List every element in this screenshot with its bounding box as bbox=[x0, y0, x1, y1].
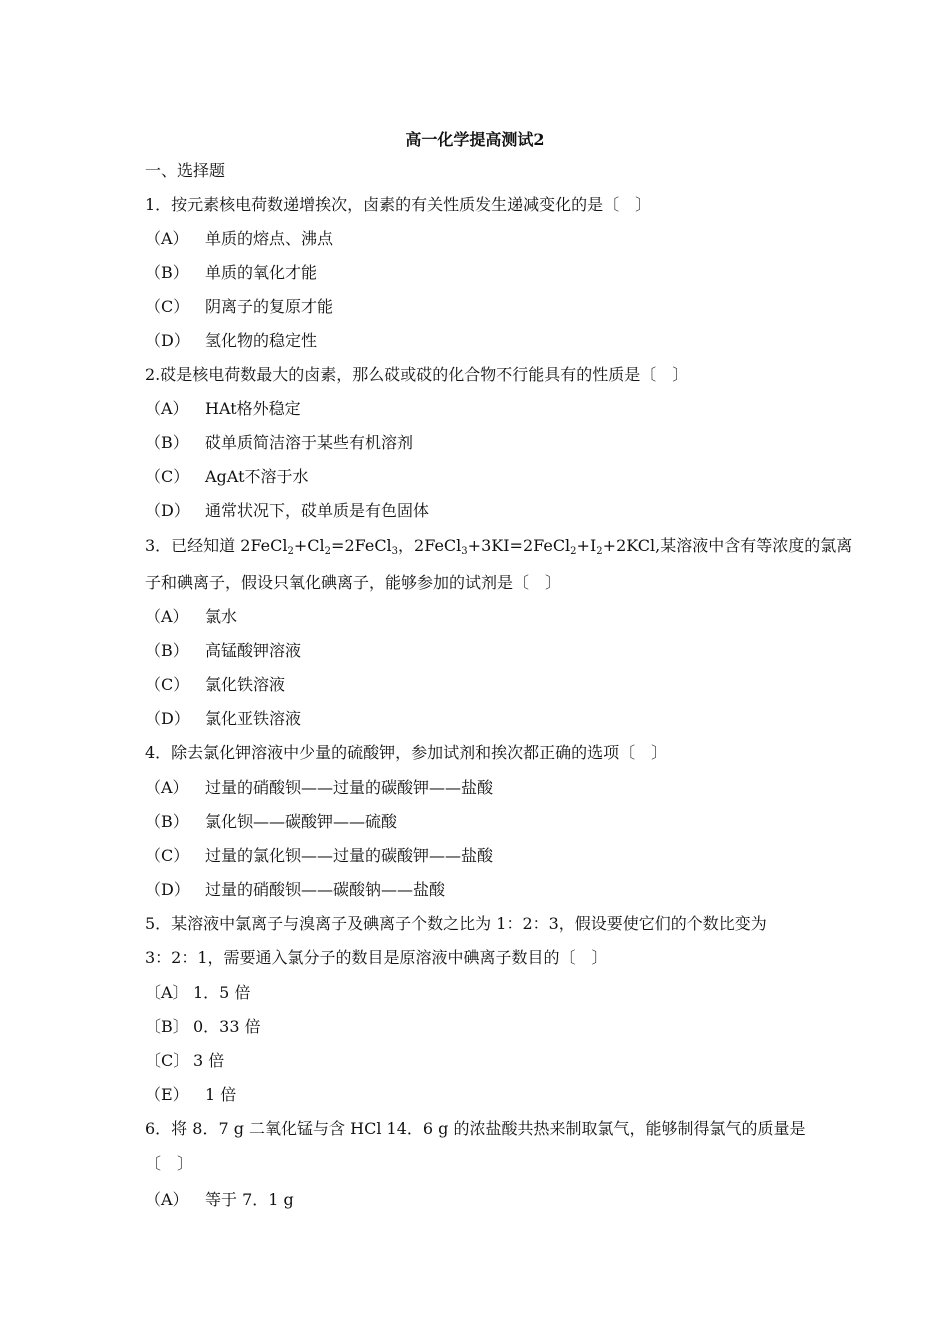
question-2-option-b bbox=[145, 433, 413, 453]
option-text: 1 倍 bbox=[205, 1085, 237, 1104]
question-3-stem-continued: 子和碘离子，假设只氧化碘离子，能够参加的试剂是〔 〕 bbox=[145, 573, 562, 592]
option-label: 〔A〕 bbox=[145, 983, 189, 1002]
option-text: 氯化钡——碳酸钾——硫酸 bbox=[205, 812, 398, 831]
option-text: 单质的熔点、沸点 bbox=[205, 229, 334, 248]
question-6-option-a bbox=[145, 1190, 294, 1210]
question-5-option-c bbox=[145, 1051, 224, 1071]
option-label: （D） bbox=[145, 880, 190, 899]
question-3-option-a bbox=[145, 607, 237, 627]
option-text: 氢化物的稳定性 bbox=[205, 331, 318, 350]
subscript: 3 bbox=[461, 546, 468, 557]
subscript: 2 bbox=[324, 546, 332, 557]
question-1-option-d bbox=[145, 331, 317, 351]
option-label: 〔C〕 bbox=[145, 1051, 190, 1070]
question-5-stem-continued: 3：2：1，需要通入氯分子的数目是原溶液中碘离子数目的〔 〕 bbox=[145, 948, 608, 967]
stem-text: 3．已经知道 2FeCl bbox=[145, 536, 288, 555]
option-text: 过量的硝酸钡——过量的碳酸钾——盐酸 bbox=[205, 778, 494, 797]
question-1-option-b bbox=[145, 263, 317, 283]
question-4-option-b bbox=[145, 812, 397, 832]
option-text: 氯化亚铁溶液 bbox=[205, 709, 302, 728]
option-text: AgAt不溶于水 bbox=[205, 467, 309, 486]
option-label: （C） bbox=[145, 297, 190, 316]
option-label: （D） bbox=[145, 709, 190, 728]
option-label: （B） bbox=[145, 641, 189, 660]
question-5-option-e bbox=[145, 1085, 236, 1105]
stem-text: +I bbox=[576, 536, 597, 555]
option-text: 过量的氯化钡——过量的碳酸钾——盐酸 bbox=[205, 846, 494, 865]
option-label: （B） bbox=[145, 433, 189, 452]
question-4-option-a bbox=[145, 778, 493, 798]
option-text: 等于 7．1 g bbox=[205, 1190, 294, 1209]
question-4-option-c bbox=[145, 846, 493, 866]
question-3-option-b bbox=[145, 641, 301, 661]
stem-text: =2FeCl bbox=[331, 536, 392, 555]
option-text: 通常状况下，砹单质是有色固体 bbox=[205, 501, 430, 520]
option-text: 高锰酸钾溶液 bbox=[205, 641, 302, 660]
page-title: 高一化学提高测试2 bbox=[405, 130, 545, 149]
option-text: HAt格外稳定 bbox=[205, 399, 301, 418]
option-text: 1．5 倍 bbox=[193, 983, 251, 1002]
option-label: （B） bbox=[145, 812, 189, 831]
option-label: （D） bbox=[145, 501, 190, 520]
question-1-stem: 1．按元素核电荷数递增挨次，卤素的有关性质发生递减变化的是〔 〕 bbox=[145, 195, 652, 214]
question-3-stem bbox=[145, 536, 852, 562]
stem-text: +2KCl,某溶液中含有等浓度的氯离 bbox=[602, 536, 853, 555]
option-label: 〔B〕 bbox=[145, 1017, 189, 1036]
question-4-option-d bbox=[145, 880, 445, 900]
question-5-option-a bbox=[145, 983, 250, 1003]
option-label: （D） bbox=[145, 331, 190, 350]
question-6-stem-continued: 〔 〕 bbox=[145, 1154, 194, 1173]
question-2-option-c bbox=[145, 467, 309, 487]
option-label: （A） bbox=[145, 1190, 189, 1209]
question-2-stem: 2.砹是核电荷数最大的卤素，那么砹或砹的化合物不行能具有的性质是〔 〕 bbox=[145, 365, 689, 384]
stem-text: ，2FeCl bbox=[398, 536, 462, 555]
subscript: 3 bbox=[391, 546, 399, 557]
subscript: 2 bbox=[287, 546, 294, 557]
option-label: （A） bbox=[145, 607, 189, 626]
option-label: （C） bbox=[145, 467, 190, 486]
question-3-option-c bbox=[145, 675, 285, 695]
option-label: （C） bbox=[145, 675, 190, 694]
question-2-option-a bbox=[145, 399, 301, 419]
option-text: 砹单质简洁溶于某些有机溶剂 bbox=[205, 433, 414, 452]
option-text: 氯水 bbox=[205, 607, 238, 626]
option-text: 0．33 倍 bbox=[193, 1017, 261, 1036]
option-text: 3 倍 bbox=[193, 1051, 225, 1070]
option-label: （A） bbox=[145, 229, 189, 248]
option-text: 过量的硝酸钡——碳酸钠——盐酸 bbox=[205, 880, 446, 899]
subscript: 2 bbox=[596, 546, 603, 557]
option-label: （A） bbox=[145, 399, 189, 418]
stem-text: +Cl bbox=[293, 536, 325, 555]
question-2-option-d bbox=[145, 501, 429, 521]
question-5-stem: 5．某溶液中氯离子与溴离子及碘离子个数之比为 1：2：3，假设要使它们的个数比变为 bbox=[145, 914, 767, 933]
option-label: （C） bbox=[145, 846, 190, 865]
subscript: 2 bbox=[570, 546, 577, 557]
option-label: （B） bbox=[145, 263, 189, 282]
section-heading: 一、选择题 bbox=[145, 161, 226, 180]
question-6-stem: 6．将 8．7 g 二氧化锰与含 HCl 14．6 g 的浓盐酸共热来制取氯气，能够制得氯气的质量是 bbox=[145, 1119, 806, 1138]
question-1-option-c bbox=[145, 297, 333, 317]
question-3-option-d bbox=[145, 709, 301, 729]
question-4-stem: 4．除去氯化钾溶液中少量的硫酸钾，参加试剂和挨次都正确的选项〔 〕 bbox=[145, 743, 668, 762]
question-5-option-b bbox=[145, 1017, 261, 1037]
option-text: 单质的氧化才能 bbox=[205, 263, 318, 282]
option-label: （E） bbox=[145, 1085, 189, 1104]
option-label: （A） bbox=[145, 778, 189, 797]
question-1-option-a bbox=[145, 229, 333, 249]
option-text: 阴离子的复原才能 bbox=[205, 297, 334, 316]
stem-text: +3KI=2FeCl bbox=[467, 536, 571, 555]
option-text: 氯化铁溶液 bbox=[205, 675, 286, 694]
